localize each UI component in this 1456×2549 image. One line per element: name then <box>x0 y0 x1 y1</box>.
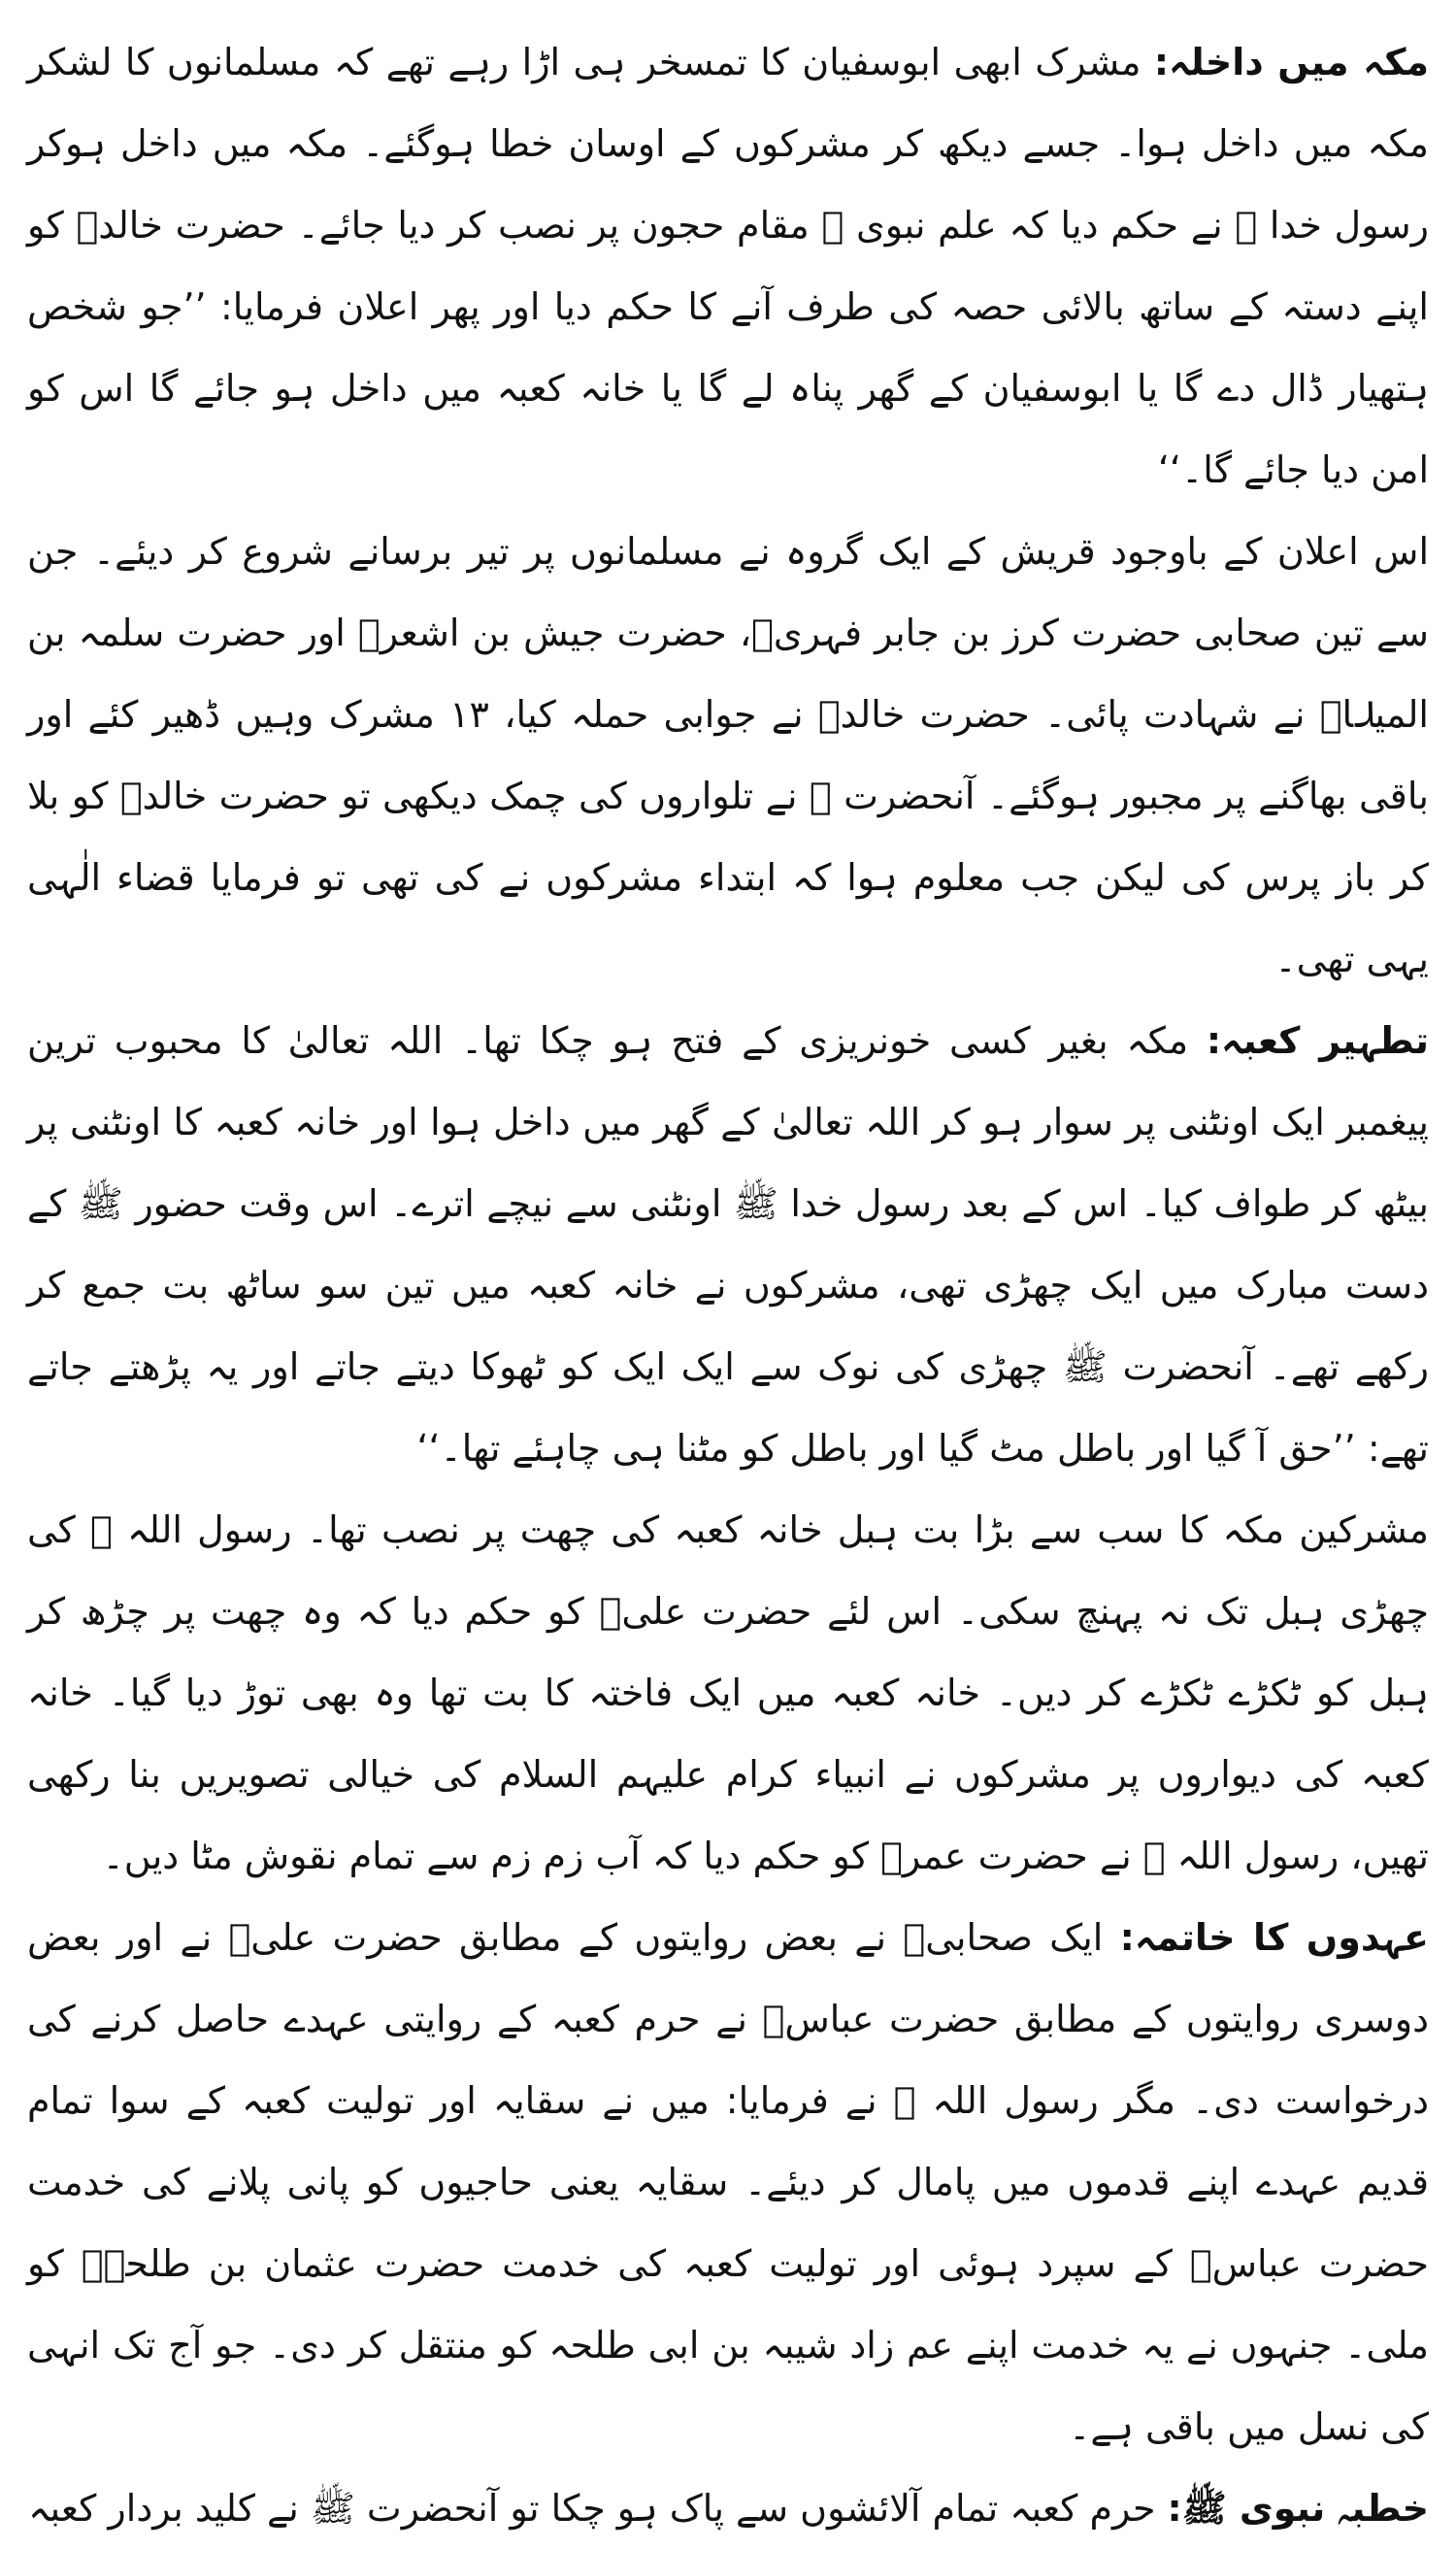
paragraph-text: مکہ بغیر کسی خونریزی کے فتح ہو چکا تھا۔ اللہ تعالیٰ کا محبوب ترین پیغمبر ایک اونٹنی پر سوار ہو کر اللہ تعالیٰ کے گھر میں داخل ہوا اور خانہ کعبہ کا اونٹنی پر بیٹھ کر طواف کیا۔ اس کے بعد رسول خدا ﷺ اونٹنی سے نیچے اترے۔ اس وقت حضور ﷺ کے دست مبارک میں ایک چھڑی تھی، مشرکوں نے خانہ کعبہ میں تین سو ساٹھ بت جمع کر رکھے تھے۔ آنحضرت ﷺ چھڑی کی نوک سے ایک ایک کو ٹھوکا دیتے جاتے اور یہ پڑھتے جاتے تھے: ’’حق آ گیا اور باطل مٹ گیا اور باطل کو مٹنا ہی چاہئے تھا۔‘‘ <box>27 1019 1429 1470</box>
heading-end-of-offices: عہدوں کا خاتمہ: <box>1119 1916 1429 1959</box>
paragraph-idol-hubal <box>27 1489 1429 1897</box>
paragraph-end-of-offices <box>27 1897 1429 2467</box>
heading-entering-makkah: مکہ میں داخلہ: <box>1153 41 1429 83</box>
paragraph-text: مشرک ابھی ابوسفیان کا تمسخر ہی اڑا رہے تھے کہ مسلمانوں کا لشکر مکہ میں داخل ہوا۔ جسے دیکھ کر مشرکوں کے اوسان خطا ہوگئے۔ مکہ میں داخل ہوکر رسول خدا ﷺ نے حکم دیا کہ علم نبوی ﷺ مقام حجون پر نصب کر دیا جائے۔ حضرت خالدؓ کو اپنے دستہ کے ساتھ بالائی حصہ کی طرف آنے کا حکم دیا اور پھر اعلان فرمایا: ’’جو شخص ہتھیار ڈال دے گا یا ابوسفیان کے گھر پناہ لے گا یا خانہ کعبہ میں داخل ہو جائے گا اس کو امن دیا جائے گا۔‘‘ <box>27 41 1429 491</box>
heading-prophetic-sermon: خطبہ نبوی ﷺ: <box>1167 2487 1429 2530</box>
paragraph-text: ایک صحابیؓ نے بعض روایتوں کے مطابق حضرت علیؓ نے اور بعض دوسری روایتوں کے مطابق حضرت عباسؓ نے حرم کعبہ کے روایتی عہدے حاصل کرنے کی درخواست دی۔ مگر رسول اللہ ﷺ نے فرمایا: میں نے سقایہ اور تولیت کعبہ کے سوا تمام قدیم عہدے اپنے قدموں میں پامال کر دیئے۔ سقایہ یعنی حاجیوں کو پانی پلانے کی خدمت حضرت عباسؓ کے سپرد ہوئی اور تولیت کعبہ کی خدمت حضرت عثمان بن طلحہؓ کو ملی۔ جنہوں نے یہ خدمت اپنے عم زاد شیبہ بن ابی طلحہ کو منتقل کر دی۔ جو آج تک انہی کی نسل میں باقی ہے۔ <box>27 1916 1429 2448</box>
paragraph-purification-kaaba <box>27 1000 1429 1489</box>
paragraph-quraysh-resistance <box>27 511 1429 1000</box>
heading-purification-kaaba: تطہیر کعبہ: <box>1206 1019 1429 1062</box>
paragraph-prophetic-sermon <box>27 2467 1429 2549</box>
paragraph-entering-makkah <box>27 21 1429 511</box>
urdu-text-column <box>27 21 1429 2549</box>
paragraph-text: حرم کعبہ تمام آلائشوں سے پاک ہو چکا تو آنحضرت ﷺ نے کلید بردار کعبہ <box>28 2487 1168 2530</box>
paragraph-text: مشرکین مکہ کا سب سے بڑا بت ہبل خانہ کعبہ کی چھت پر نصب تھا۔ رسول اللہ ﷺ کی چھڑی ہبل تک نہ پہنچ سکی۔ اس لئے حضرت علیؓ کو حکم دیا کہ وہ چھت پر چڑھ کر ہبل کو ٹکڑے ٹکڑے کر دیں۔ خانہ کعبہ میں ایک فاختہ کا بت تھا وہ بھی توڑ دیا گیا۔ خانہ کعبہ کی دیواروں پر مشرکوں نے انبیاء کرام علیہم السلام کی خیالی تصویریں بنا رکھی تھیں، رسول اللہ ﷺ نے حضرت عمرؓ کو حکم دیا کہ آب زم زم سے تمام نقوش مٹا دیں۔ <box>27 1508 1429 1877</box>
paragraph-text: اس اعلان کے باوجود قریش کے ایک گروہ نے مسلمانوں پر تیر برسانے شروع کر دیئے۔ جن سے تین صحابی حضرت کرز بن جابر فہریؓ، حضرت جیش بن اشعرؓ اور حضرت سلمہ بن المیلاؓ نے شہادت پائی۔ حضرت خالدؓ نے جوابی حملہ کیا، ۱۳ مشرک وہیں ڈھیر کئے اور باقی بھاگنے پر مجبور ہوگئے۔ آنحضرت ﷺ نے تلواروں کی چمک دیکھی تو حضرت خالدؓ کو بلا کر باز پرس کی لیکن جب معلوم ہوا کہ ابتداء مشرکوں نے کی تھی تو فرمایا قضاء الٰہی یہی تھی۔ <box>27 530 1429 980</box>
